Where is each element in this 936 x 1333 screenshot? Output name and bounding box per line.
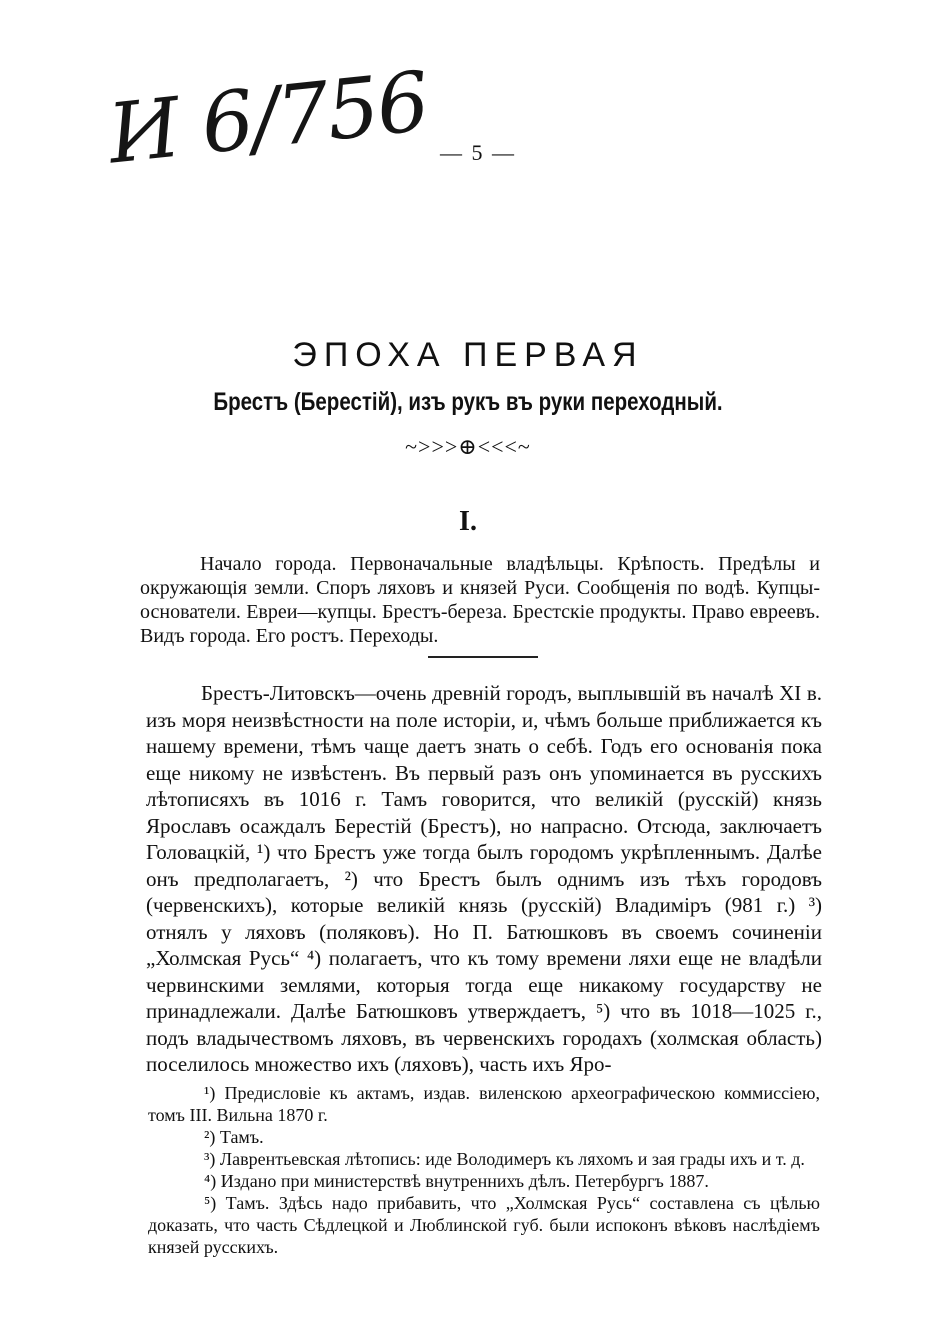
footnote-1: ¹) Предисловіе къ актамъ, издав. виленскою археографическою коммиссіею, томъ III. Вильна 1870 г.	[148, 1083, 820, 1125]
chapter-number: I.	[459, 506, 477, 537]
footnote-3: ³) Лаврентьевская лѣтопись: иде Володимеръ къ ляхомъ и зая грады ихъ и т. д.	[204, 1149, 805, 1169]
section-rule	[428, 656, 538, 658]
footnotes	[148, 1082, 820, 1258]
main-text: Брестъ-Литовскъ—очень древній городъ, выплывшій въ началѣ XI в. изъ моря неизвѣстности на поле исторіи, и, чѣмъ больше приближается къ нашему времени, тѣмъ чаще даетъ знать о себѣ. Годъ его основанія пока еще никому не извѣстенъ. Въ первый разъ онъ упоминается въ русскихъ лѣтописяхъ въ 1016 г. Тамъ говорится, что великій (русскій) князь Ярославъ осаждалъ Берестій (Брестъ), но напрасно. Отсюда, заключаетъ Головацкій, ¹) что Брестъ уже тогда былъ городомъ укрѣпленнымъ. Далѣе онъ предполагаетъ, ²) что Брестъ былъ однимъ изъ тѣхъ городовъ (червенскихъ), которые великій князь (русскій) Владиміръ (981 г.) ³) отнялъ у ляховъ (поляковъ). Но П. Батюшковъ въ своемъ сочиненіи „Холмская Русь“ ⁴) полагаетъ, что къ тому времени ляхи еще не владѣли червинскими землями, которыя тогда еще никакому государству не принадлежали. Далѣе Батюшковъ утверждаетъ, ⁵) что въ 1018—1025 г., подъ владычествомъ ляховъ, въ червенскихъ городахъ (холмская область) поселилось множество ихъ (ляховъ), часть ихъ Яро-	[146, 681, 822, 1076]
handwritten-archive-stamp: И 6/756	[103, 54, 432, 183]
footnote-2: ²) Тамъ.	[204, 1127, 264, 1147]
footnote-5: ⁵) Тамъ. Здѣсь надо прибавить, что „Холмская Русь“ составлена съ цѣлью доказать, что часть Сѣдлецкой и Люблинской губ. были испоконъ вѣковъ наслѣдіемъ князей русскихъ.	[148, 1193, 820, 1257]
chapter-summary: Начало города. Первоначальные владѣльцы. Крѣпость. Предѣлы и окружающія земли. Споръ ляховъ и князей Руси. Сообщенія по водѣ. Купцы-основатели. Евреи—купцы. Брестъ-береза. Брестскіе продукты. Право евреевъ. Видъ города. Его ростъ. Переходы.	[140, 553, 820, 647]
page-number: — 5 —	[440, 140, 516, 165]
ornament-divider: ~>>>⊕<<<~	[405, 434, 531, 459]
epoch-subtitle: Брестъ (Берестій), изъ рукъ въ руки переходный.	[213, 388, 723, 416]
footnote-4: ⁴) Издано при министерствѣ внутреннихъ дѣлъ. Петербургъ 1887.	[204, 1171, 709, 1191]
epoch-title: ЭПОХА ПЕРВАЯ	[292, 336, 644, 374]
